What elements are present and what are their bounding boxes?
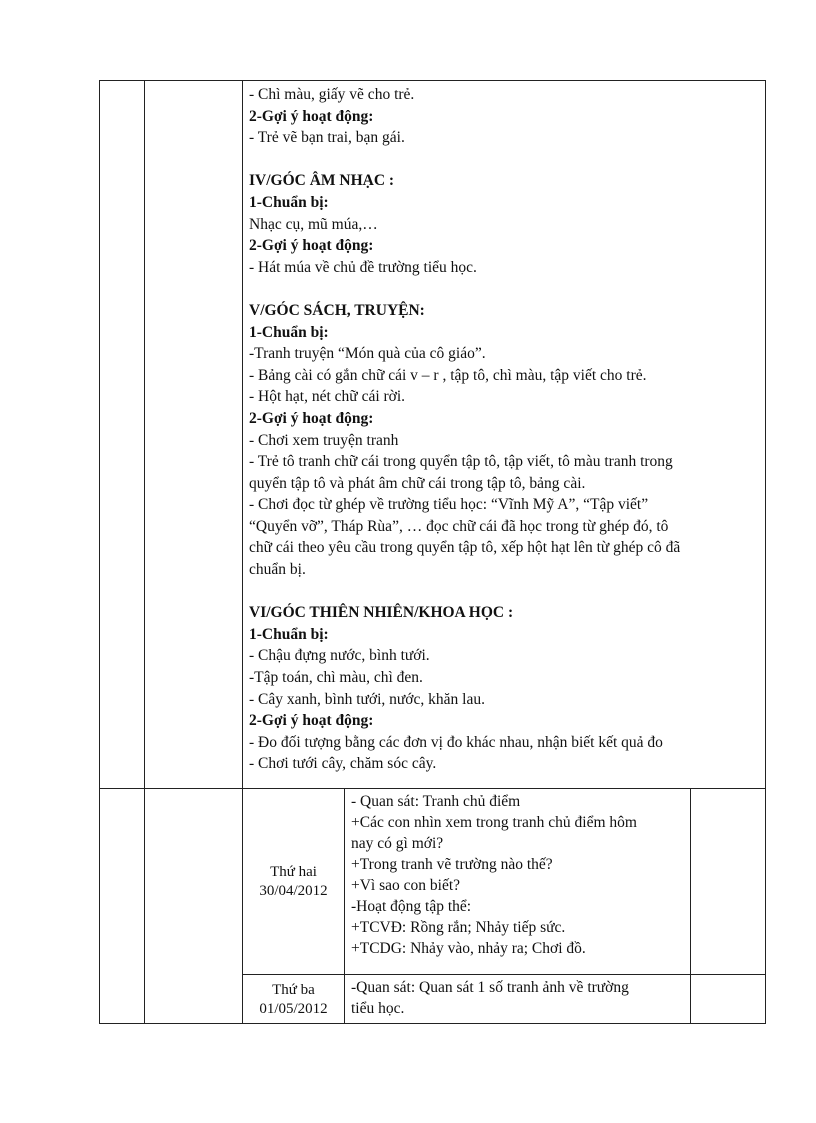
activity-cell bbox=[345, 789, 691, 975]
music-corner-heading: IV/GÓC ÂM NHẠC : bbox=[249, 172, 395, 190]
content-line: quyển tập tô và phát âm chữ cái trong tập tô, bảng cài. bbox=[249, 474, 586, 492]
day-cell bbox=[243, 789, 345, 975]
activity-line: nay có gì mới? bbox=[351, 835, 444, 852]
content-line: - Cây xanh, bình tưới, nước, khăn lau. bbox=[249, 690, 485, 708]
nature-corner-heading: VI/GÓC THIÊN NHIÊN/KHOA HỌC : bbox=[249, 604, 514, 622]
content-line: “Quyển vỡ”, Tháp Rùa”, … đọc chữ cái đã học trong từ ghép đó, tô bbox=[249, 517, 669, 535]
activity-line: +TCDG: Nhảy vào, nhảy ra; Chơi đồ. bbox=[351, 940, 586, 957]
activity-line: tiểu học. bbox=[351, 1000, 405, 1017]
activity-line: +Các con nhìn xem trong tranh chủ điểm hôm bbox=[351, 814, 637, 831]
content-line: - Bảng cài có gắn chữ cái v – r , tập tô, chì màu, tập viết cho trẻ. bbox=[249, 366, 647, 384]
activity-line: +TCVĐ: Rồng rắn; Nhảy tiếp sức. bbox=[351, 919, 566, 936]
content-line: - Hột hạt, nét chữ cái rời. bbox=[249, 388, 406, 406]
activity-cell bbox=[345, 975, 691, 1024]
day-name: Thứ ba bbox=[272, 982, 315, 998]
section-label: 2-Gợi ý hoạt động: bbox=[249, 409, 374, 427]
empty-cell-1 bbox=[100, 789, 145, 1024]
section-label: 1-Chuẩn bị: bbox=[249, 323, 329, 341]
content-line: - Trẻ vẽ bạn trai, bạn gái. bbox=[249, 129, 405, 147]
book-corner-heading: V/GÓC SÁCH, TRUYỆN: bbox=[249, 301, 425, 319]
content-line: -Tập toán, chì màu, chì đen. bbox=[249, 669, 423, 687]
content-line: - Chậu đựng nước, bình tưới. bbox=[249, 647, 430, 665]
content-line: chuẩn bị. bbox=[249, 561, 306, 579]
content-line: - Hát múa về chủ đề trường tiểu học. bbox=[249, 258, 477, 276]
content-line: - Đo đối tượng bằng các đơn vị đo khác nhau, nhận biết kết quả đo bbox=[249, 733, 663, 751]
section-label: 1-Chuẩn bị: bbox=[249, 193, 329, 211]
schedule-row-monday bbox=[100, 789, 766, 975]
day-date: 30/04/2012 bbox=[259, 882, 328, 899]
day-cell bbox=[243, 975, 345, 1024]
content-line: - Trẻ tô tranh chữ cái trong quyển tập tô, tập viết, tô màu tranh trong bbox=[249, 453, 673, 471]
content-line: - Chơi đọc từ ghép về trường tiểu học: “Vĩnh Mỹ A”, “Tập viết” bbox=[249, 496, 649, 514]
activity-line: -Hoạt động tập thể: bbox=[351, 898, 472, 915]
content-line: - Chơi xem truyện tranh bbox=[249, 431, 399, 449]
content-line: - Chơi tưới cây, chăm sóc cây. bbox=[249, 755, 437, 773]
content-line: -Tranh truyện “Món quà của cô giáo”. bbox=[249, 345, 486, 363]
day-date: 01/05/2012 bbox=[259, 1001, 328, 1017]
corner-content bbox=[243, 81, 765, 783]
empty-cell-2 bbox=[145, 81, 243, 789]
empty-cell-5 bbox=[691, 789, 766, 975]
content-line: Nhạc cụ, mũ múa,… bbox=[249, 215, 378, 233]
section-label: 2-Gợi ý hoạt động: bbox=[249, 237, 374, 255]
activity-line: +Trong tranh vẽ trường nào thế? bbox=[351, 856, 553, 873]
empty-cell-1 bbox=[100, 81, 145, 789]
corner-activities-row bbox=[100, 81, 766, 789]
activity-line: - Quan sát: Tranh chủ điểm bbox=[351, 793, 521, 810]
lesson-plan-table bbox=[99, 80, 766, 1024]
activity-line: -Quan sát: Quan sát 1 số tranh ảnh về trường bbox=[351, 979, 629, 996]
section-label: 1-Chuẩn bị: bbox=[249, 625, 329, 643]
content-line: chữ cái theo yêu cầu trong quyển tập tô, xếp hột hạt lên từ ghép cô đã bbox=[249, 539, 681, 557]
empty-cell-2 bbox=[145, 789, 243, 1024]
section-label: 2-Gợi ý hoạt động: bbox=[249, 107, 374, 125]
section-label: 2-Gợi ý hoạt động: bbox=[249, 712, 374, 730]
corner-content-cell bbox=[243, 81, 766, 789]
activity-line: +Vì sao con biết? bbox=[351, 877, 461, 894]
day-name: Thứ hai bbox=[270, 863, 317, 880]
empty-cell-5 bbox=[691, 975, 766, 1024]
content-line: - Chì màu, giấy vẽ cho trẻ. bbox=[249, 86, 415, 103]
